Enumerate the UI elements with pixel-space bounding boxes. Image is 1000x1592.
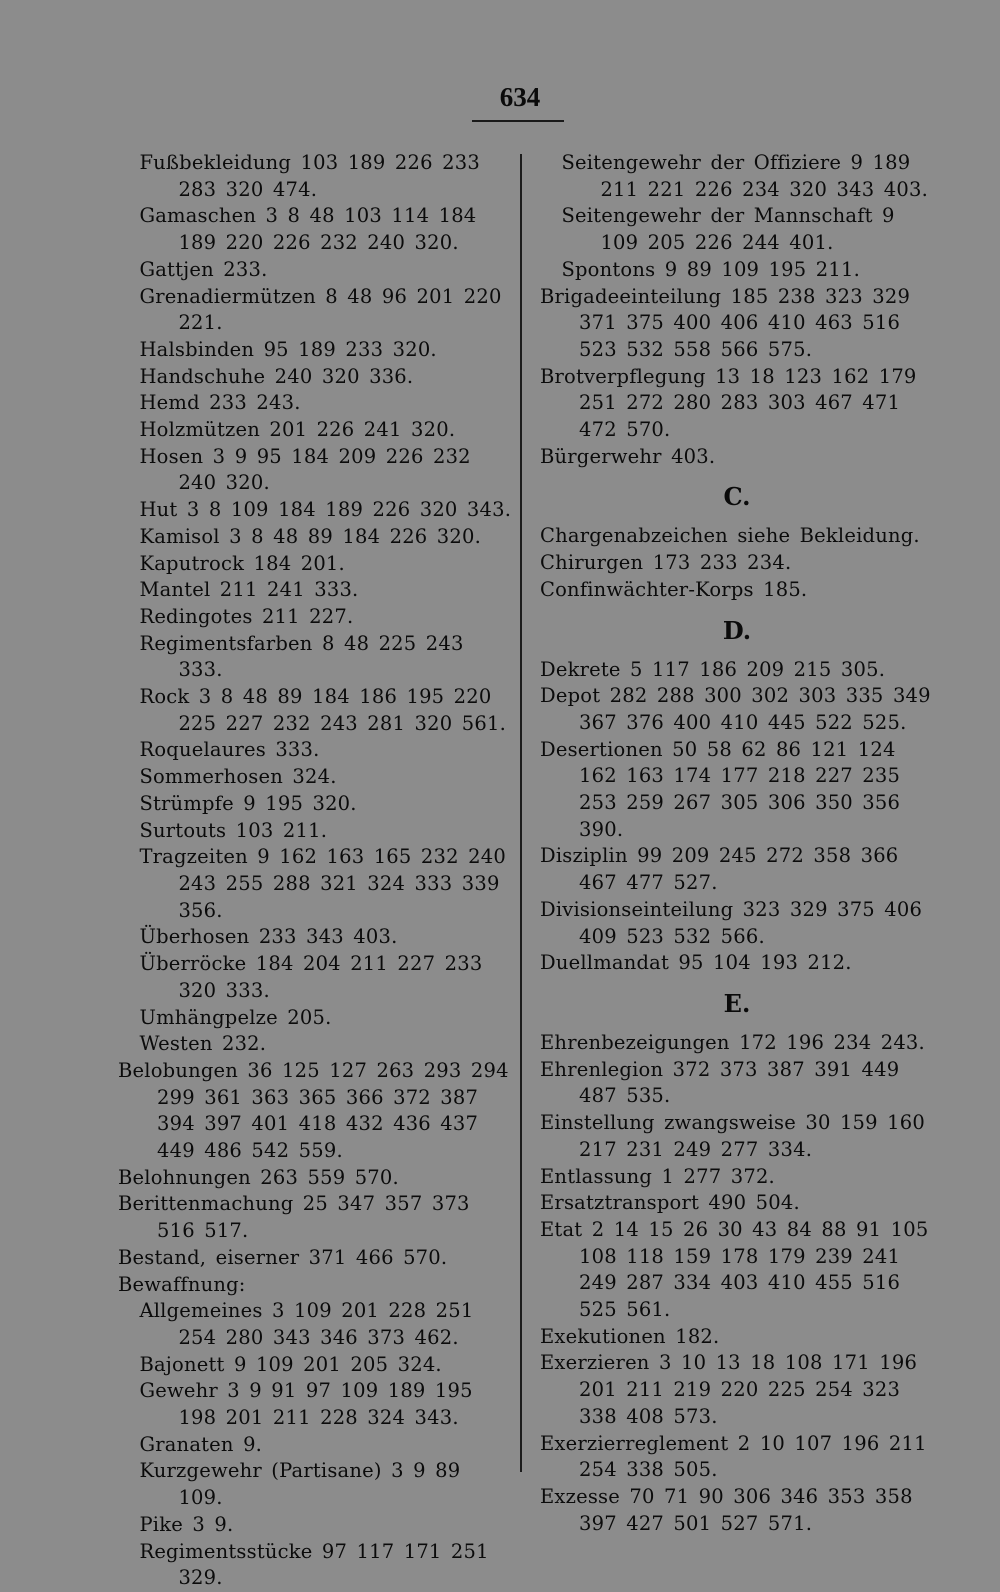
index-subentry: Westen 232. — [139, 1032, 267, 1056]
index-subentry: Fußbekleidung 103 189 226 233 283 320 474. — [139, 151, 480, 201]
index-entry: Brigadeeinteilung 185 238 323 329 371 375 400 406 410 463 516 523 532 558 566 575. — [540, 284, 911, 361]
index-entry: Berittenmachung 25 347 357 373 516 517. — [118, 1192, 470, 1243]
index-subentry: Kaputrock 184 201. — [139, 551, 345, 575]
page-number-rule — [472, 120, 564, 122]
index-subentry: Hosen 3 9 95 184 209 226 232 240 320. — [139, 444, 471, 495]
index-entry: Duellmandat 95 104 193 212. — [540, 951, 852, 975]
index-entry: Dekrete 5 117 186 209 215 305. — [540, 657, 886, 681]
index-subentry: Handschuhe 240 320 336. — [139, 364, 414, 388]
index-subentry: Regimentsstücke 97 117 171 251 329. — [139, 1539, 489, 1590]
index-subentry: Überröcke 184 204 211 227 233 320 333. — [139, 952, 483, 1002]
section-letter-heading: E. — [723, 988, 751, 1018]
index-subentry: Bajonett 9 109 201 205 324. — [139, 1352, 442, 1376]
index-subentry: Gewehr 3 9 91 97 109 189 195 198 201 211 228 324 343. — [139, 1379, 473, 1430]
index-subentry: Spontons 9 89 109 195 211. — [561, 257, 860, 281]
index-subentry: Rock 3 8 48 89 184 186 195 220 225 227 232 243 281 320 561. — [139, 685, 506, 735]
index-subentry: Seitengewehr der Offiziere 9 189 211 221 226 234 320 343 403. — [561, 151, 928, 201]
index-subentry: Surtouts 103 211. — [139, 818, 328, 842]
index-subentry: Pike 3 9. — [139, 1512, 234, 1536]
index-subentry: Allgemeines 3 109 201 228 251 254 280 343 346 373 462. — [139, 1299, 474, 1349]
index-subentry: Kamisol 3 8 48 89 184 226 320. — [139, 524, 482, 548]
index-entry: Belohnungen 263 559 570. — [118, 1165, 399, 1189]
index-entry: Exzesse 70 71 90 306 346 353 358 397 427 501 527 571. — [540, 1484, 913, 1535]
index-entry: Etat 2 14 15 26 30 43 84 88 91 105 108 118 159 178 179 239 241 249 287 334 403 410 455 516 525 561. — [540, 1217, 929, 1322]
index-subentry: Tragzeiten 9 162 163 165 232 240 243 255 288 321 324 333 339 356. — [139, 845, 506, 922]
index-entry: Exerzieren 3 10 13 18 108 171 196 201 211 219 220 225 254 323 338 408 573. — [540, 1351, 918, 1428]
index-subentry: Gamaschen 3 8 48 103 114 184 189 220 226 232 240 320. — [139, 204, 477, 255]
index-subentry: Regimentsfarben 8 48 225 243 333. — [139, 631, 464, 682]
index-entry: Bewaffnung: — [118, 1272, 246, 1296]
index-subentry: Strümpfe 9 195 320. — [139, 791, 357, 815]
index-subentry: Mantel 211 241 333. — [139, 578, 359, 602]
index-subentry: Granaten 9. — [139, 1432, 263, 1456]
index-entry: Chargenabzeichen siehe Bekleidung. — [540, 524, 920, 548]
index-subentry: Hemd 233 243. — [139, 391, 301, 415]
index-subentry: Umhängpelze 205. — [139, 1005, 332, 1029]
index-entry: Entlassung 1 277 372. — [540, 1164, 775, 1188]
index-entry: Bürgerwehr 403. — [540, 444, 716, 468]
index-entry: Confinwächter-Korps 185. — [540, 577, 808, 601]
section-letter-heading: C. — [723, 482, 751, 512]
section-letter-heading: D. — [722, 615, 752, 645]
index-entry: Disziplin 99 209 245 272 358 366 467 477 527. — [540, 844, 899, 895]
index-subentry: Hut 3 8 109 184 189 226 320 343. — [139, 498, 512, 522]
index-subentry: Sommerhosen 324. — [139, 765, 337, 789]
index-entry: Divisionseinteilung 323 329 375 406 409 523 532 566. — [540, 897, 923, 948]
index-subentry: Holzmützen 201 226 241 320. — [139, 418, 456, 442]
index-subentry: Redingotes 211 227. — [139, 604, 354, 628]
index-entry: Depot 282 288 300 302 303 335 349 367 376 400 410 445 522 525. — [540, 684, 931, 734]
index-entry: Brotverpflegung 13 18 123 162 179 251 272 280 283 303 467 471 472 570. — [540, 364, 917, 442]
index-entry: Chirurgen 173 233 234. — [540, 551, 792, 575]
right-column — [540, 150, 934, 1537]
index-entry: Ehrenbezeigungen 172 196 234 243. — [540, 1030, 925, 1054]
index-entry: Desertionen 50 58 62 86 121 124 162 163 174 177 218 227 235 253 259 267 305 306 350 356 390. — [540, 737, 901, 841]
index-entry: Bestand, eiserner 371 466 570. — [118, 1245, 448, 1269]
index-entry: Ehrenlegion 372 373 387 391 449 487 535. — [540, 1057, 900, 1108]
index-subentry: Seitengewehr der Mannschaft 9 109 205 226 244 401. — [561, 204, 895, 255]
index-entry: Belobungen 36 125 127 263 293 294 299 361 363 365 366 372 387 394 397 401 418 432 436 437 449 486 542 559. — [118, 1058, 509, 1163]
index-entry: Ersatztransport 490 504. — [540, 1191, 800, 1215]
index-subentry: Grenadiermützen 8 48 96 201 220 221. — [139, 284, 502, 335]
index-subentry: Roquelaures 333. — [139, 738, 320, 762]
page-number: 634 — [499, 82, 541, 112]
index-subentry: Halsbinden 95 189 233 320. — [139, 337, 437, 361]
index-entry: Exerzierreglement 2 10 107 196 211 254 338 505. — [540, 1431, 927, 1482]
index-entry: Exekutionen 182. — [540, 1324, 720, 1348]
column-divider — [520, 154, 522, 1472]
index-entry: Einstellung zwangsweise 30 159 160 217 231 249 277 334. — [540, 1111, 925, 1161]
index-subentry: Gattjen 233. — [139, 257, 268, 281]
index-subentry: Kurzgewehr (Partisane) 3 9 89 109. — [139, 1459, 461, 1510]
index-subentry: Überhosen 233 343 403. — [139, 925, 398, 949]
left-column — [118, 150, 512, 1592]
